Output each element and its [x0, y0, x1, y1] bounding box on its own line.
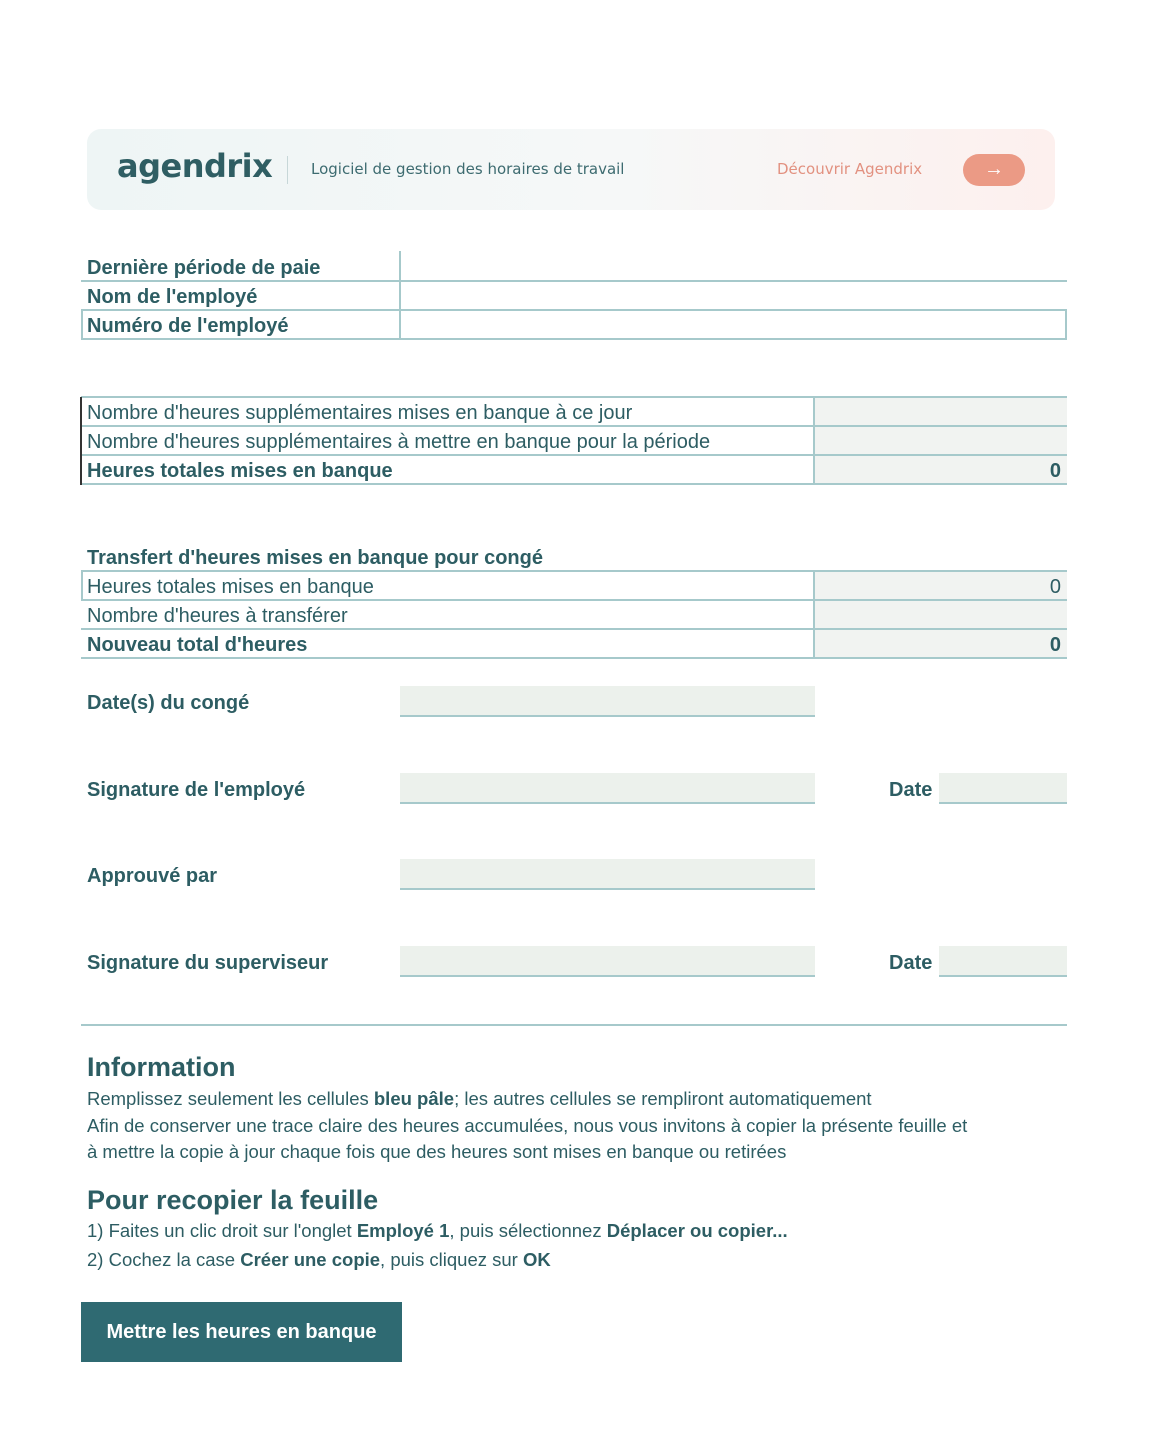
copy-step-1: 1) Faites un clic droit sur l'onglet Employé 1, puis sélectionnez Déplacer ou copier...	[87, 1220, 788, 1241]
approved-by-label: Approuvé par	[87, 865, 218, 887]
employee-number-field[interactable]	[405, 312, 1060, 338]
total-banked-label: Heures totales mises en banque	[87, 460, 393, 482]
copy-sheet-title: Pour recopier la feuille	[87, 1185, 379, 1215]
info-line-1: Remplissez seulement les cellules bleu pâle; les autres cellules se rempliront automatiquement	[87, 1088, 872, 1109]
new-total-value: 0	[1049, 634, 1061, 656]
agendrix-banner	[87, 129, 1055, 210]
banked-to-date-label: Nombre d'heures supplémentaires mises en banque à ce jour	[87, 402, 633, 424]
section-divider	[81, 1024, 1067, 1026]
approved-by-field[interactable]	[400, 859, 815, 890]
last-pay-period-label: Dernière période de paie	[87, 257, 321, 279]
discover-agendrix-link[interactable]: Découvrir Agendrix	[777, 160, 923, 178]
arrow-right-icon: →	[984, 158, 1004, 180]
employee-signature-field[interactable]	[400, 773, 815, 804]
employee-date-label: Date	[889, 779, 933, 801]
hours-to-transfer-label: Nombre d'heures à transférer	[87, 605, 348, 627]
info-line-2: Afin de conserver une trace claire des heures accumulées, nous vous invitons à copier la présente feuille et	[87, 1115, 968, 1136]
transfer-total-banked-label: Heures totales mises en banque	[87, 576, 374, 598]
leave-dates-field[interactable]	[400, 686, 815, 717]
employee-name-field[interactable]	[405, 283, 1060, 309]
banner-tagline: Logiciel de gestion des horaires de travail	[311, 160, 625, 178]
info-line-3: à mettre la copie à jour chaque fois que des heures sont mises en banque ou retirées	[87, 1141, 787, 1162]
to-bank-period-label: Nombre d'heures supplémentaires à mettre en banque pour la période	[87, 431, 711, 453]
total-banked-value: 0	[1049, 460, 1061, 482]
employee-signature-label: Signature de l'employé	[87, 779, 306, 801]
bank-hours-button[interactable]: Mettre les heures en banque	[81, 1302, 402, 1362]
supervisor-signature-label: Signature du superviseur	[87, 952, 329, 974]
discover-agendrix-button[interactable]	[963, 154, 1025, 186]
supervisor-date-label: Date	[889, 952, 933, 974]
hours-to-transfer-field[interactable]	[815, 602, 1067, 628]
agendrix-logo: agendrix	[117, 147, 273, 185]
transfer-total-banked-value: 0	[1049, 576, 1061, 598]
copy-step-2: 2) Cochez la case Créer une copie, puis cliquez sur OK	[87, 1249, 551, 1270]
supervisor-signature-field[interactable]	[400, 946, 815, 977]
employee-number-label: Numéro de l'employé	[87, 315, 289, 337]
banner-divider	[287, 156, 288, 184]
last-pay-period-field[interactable]	[405, 254, 1060, 280]
supervisor-date-field[interactable]	[939, 946, 1067, 977]
employee-date-field[interactable]	[939, 773, 1067, 804]
information-title: Information	[87, 1052, 236, 1082]
employee-name-label: Nom de l'employé	[87, 286, 258, 308]
banked-to-date-field[interactable]	[815, 399, 1067, 425]
to-bank-period-field[interactable]	[815, 428, 1067, 454]
new-total-label: Nouveau total d'heures	[87, 634, 308, 656]
leave-dates-label: Date(s) du congé	[87, 692, 250, 714]
transfer-title: Transfert d'heures mises en banque pour congé	[87, 547, 543, 569]
